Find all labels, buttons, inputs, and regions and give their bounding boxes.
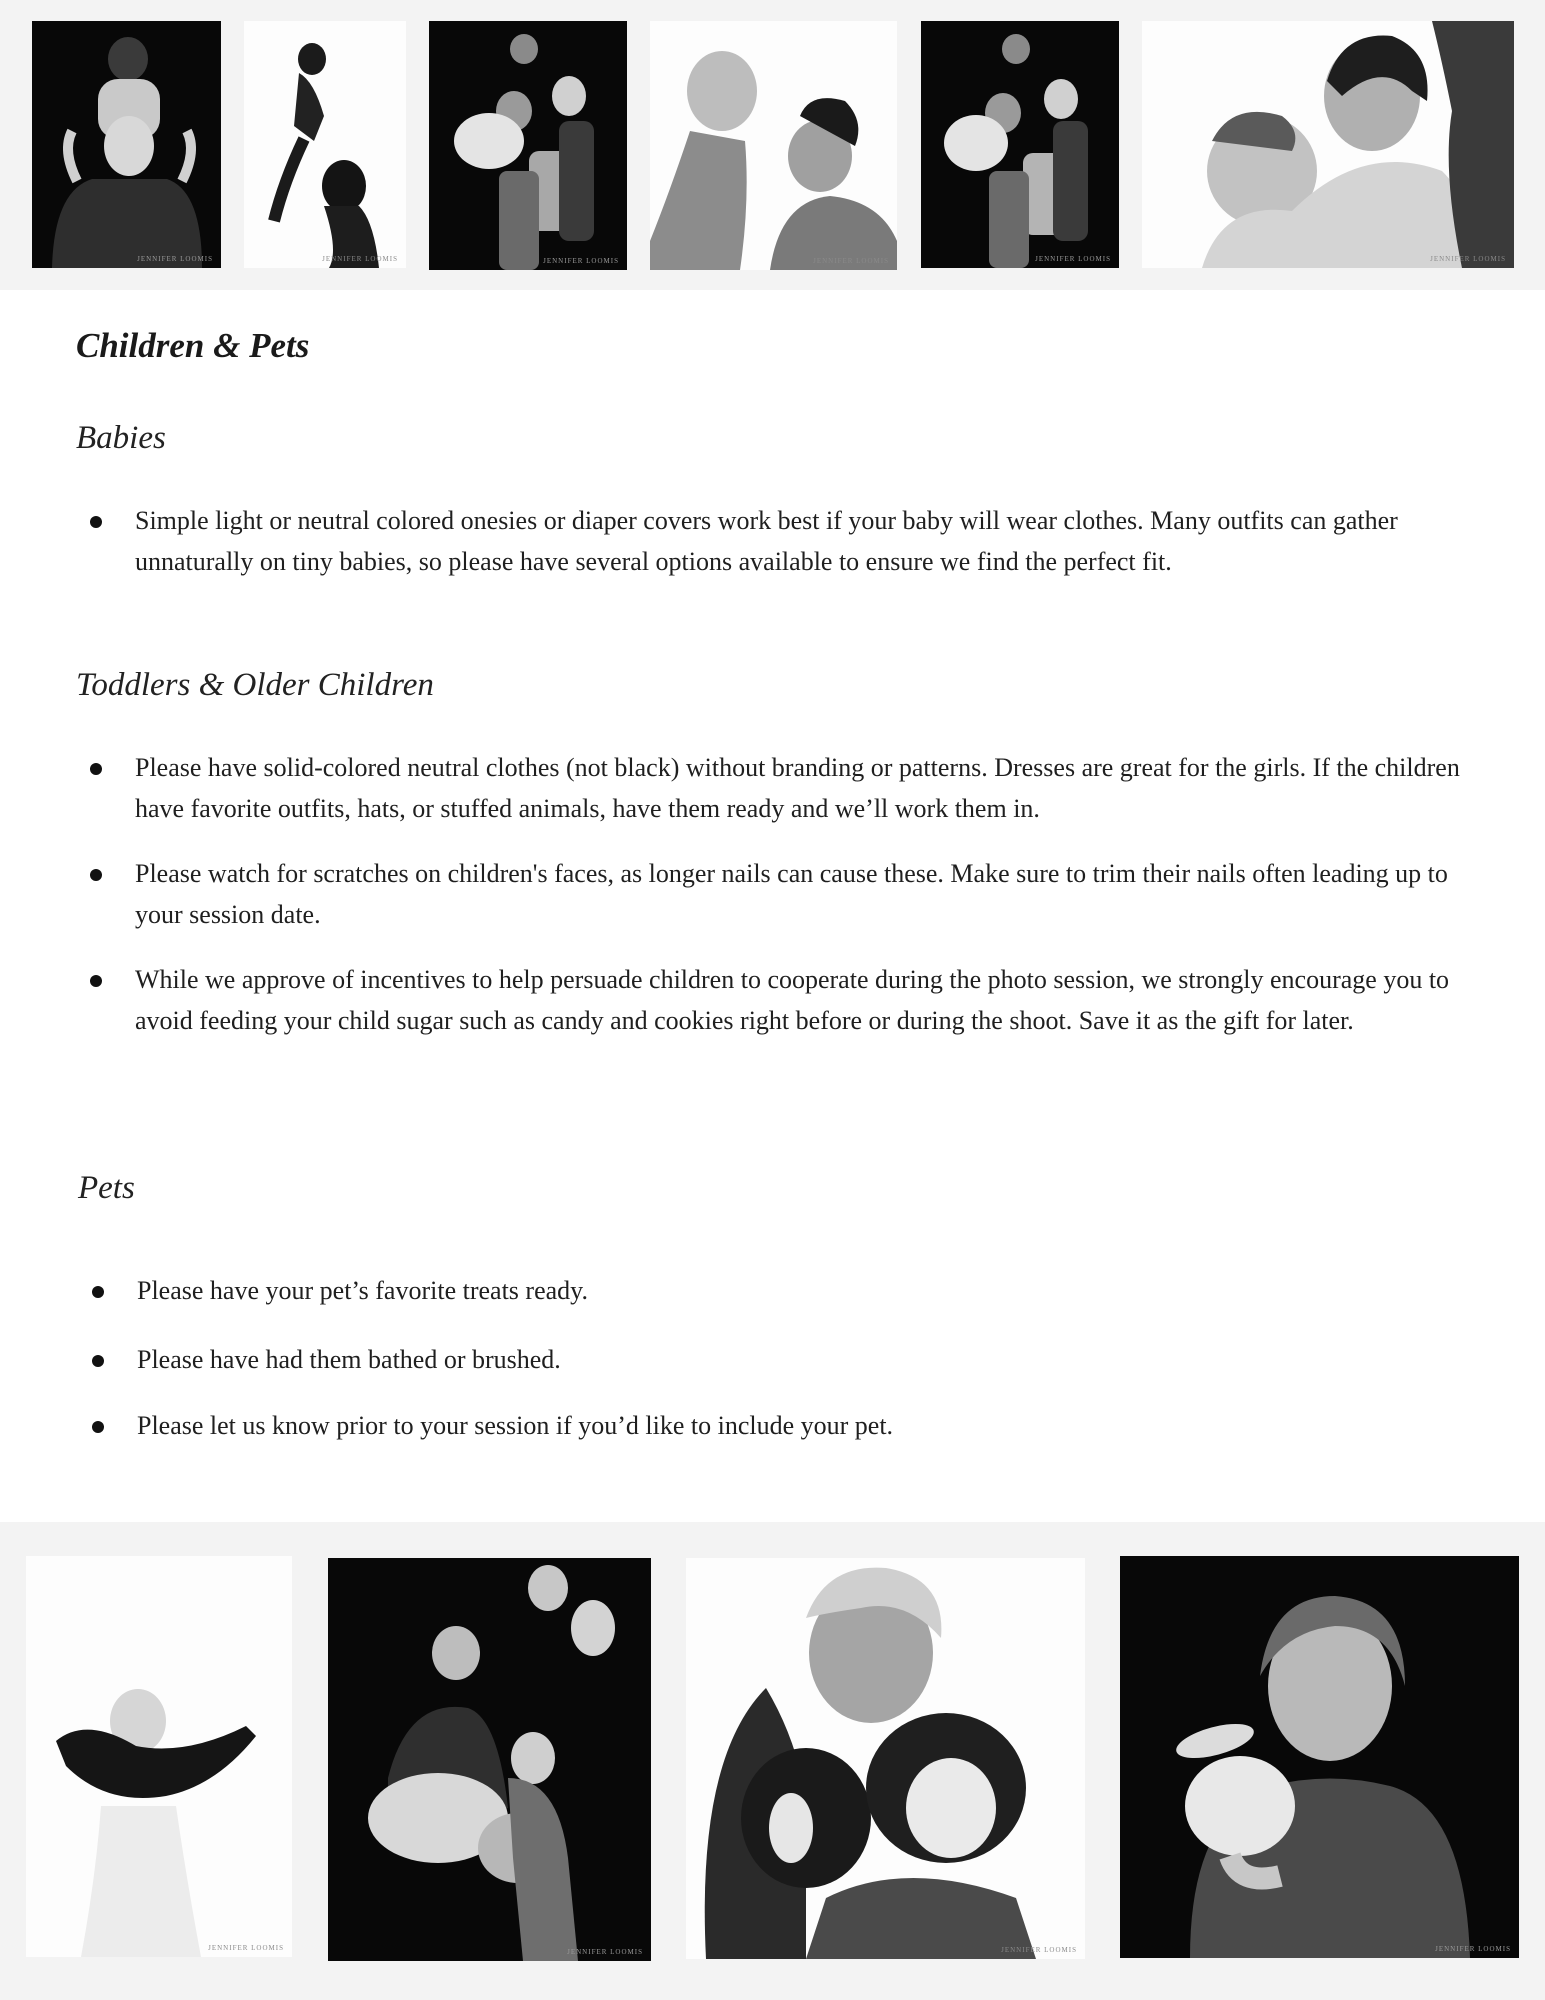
photo-family-with-dog-2 (921, 21, 1119, 268)
photo-silhouette-lift (244, 21, 406, 268)
photo-family-with-dog-2-image (921, 21, 1119, 268)
watermark: JENNIFER LOOMIS (1035, 255, 1111, 263)
list-item (76, 500, 1471, 582)
watermark: JENNIFER LOOMIS (208, 1944, 284, 1952)
top-photo-strip (0, 0, 1545, 290)
watermark: JENNIFER LOOMIS (1001, 1946, 1077, 1954)
photo-woman-with-dogs (686, 1558, 1085, 1959)
bottom-photo-strip (0, 1522, 1545, 2000)
watermark: JENNIFER LOOMIS (543, 257, 619, 265)
pets-list (78, 1270, 1478, 1446)
watermark: JENNIFER LOOMIS (1430, 255, 1506, 263)
photo-family-shoulders-image (32, 21, 221, 268)
page-title: Children & Pets (76, 326, 310, 365)
photo-girl-with-rabbit (1120, 1556, 1519, 1958)
list-item-text: Please let us know prior to your session if you’d like to include your pet. (137, 1411, 894, 1440)
photo-woman-with-dogs-image (686, 1558, 1085, 1959)
bullet-icon (90, 763, 102, 775)
photo-mother-lifting-child (650, 21, 897, 270)
photo-girl-with-cat-image (26, 1556, 292, 1957)
watermark: JENNIFER LOOMIS (137, 255, 213, 263)
photo-family-with-dogs (328, 1558, 651, 1961)
photo-family-with-dog (429, 21, 627, 270)
bullet-icon (90, 975, 102, 987)
list-item-text: Simple light or neutral colored onesies or diaper covers work best if your baby will wear clothes. Many outfits can gather unnaturally on tiny babies, so please have several options available to ensure we find the perfect fit. (135, 506, 1398, 576)
watermark: JENNIFER LOOMIS (322, 255, 398, 263)
photo-siblings-hug (1142, 21, 1514, 268)
bullet-icon (90, 516, 102, 528)
list-item-text: Please have had them bathed or brushed. (137, 1345, 561, 1374)
list-item (76, 853, 1486, 935)
list-item (76, 959, 1486, 1041)
bullet-icon (92, 1421, 104, 1433)
photo-siblings-hug-image (1142, 21, 1514, 268)
list-item-text: Please have solid-colored neutral clothes (not black) without branding or patterns. Dresses are great for the girls. If the children have favorite outfits, hats, or stuffed animals, have them ready and we’ll work them in. (135, 753, 1460, 823)
list-item-text: Please watch for scratches on children's faces, as longer nails can cause these. Make sure to trim their nails often leading up to your session date. (135, 859, 1448, 929)
watermark: JENNIFER LOOMIS (567, 1948, 643, 1956)
section-heading-babies: Babies (76, 420, 166, 456)
section-heading-toddlers: Toddlers & Older Children (76, 667, 434, 703)
watermark: JENNIFER LOOMIS (813, 257, 889, 265)
toddlers-list (76, 747, 1486, 1041)
photo-girl-with-cat (26, 1556, 292, 1957)
babies-list (76, 500, 1471, 582)
bullet-icon (92, 1286, 104, 1298)
photo-mother-lifting-child-image (650, 21, 897, 270)
bullet-icon (92, 1355, 104, 1367)
watermark: JENNIFER LOOMIS (1435, 1945, 1511, 1953)
photo-girl-with-rabbit-image (1120, 1556, 1519, 1958)
section-heading-pets: Pets (78, 1170, 135, 1206)
list-item-text: Please have your pet’s favorite treats ready. (137, 1276, 588, 1305)
list-item (78, 1270, 1478, 1311)
photo-silhouette-lift-image (244, 21, 406, 268)
list-item (78, 1339, 1478, 1380)
list-item (76, 747, 1486, 829)
photo-family-shoulders (32, 21, 221, 268)
photo-family-with-dogs-image (328, 1558, 651, 1961)
photo-family-with-dog-image (429, 21, 627, 270)
list-item (78, 1405, 1478, 1446)
list-item-text: While we approve of incentives to help persuade children to cooperate during the photo session, we strongly encourage you to avoid feeding your child sugar such as candy and cookies right before or during the shoot. Save it as the gift for later. (135, 965, 1450, 1035)
bullet-icon (90, 869, 102, 881)
